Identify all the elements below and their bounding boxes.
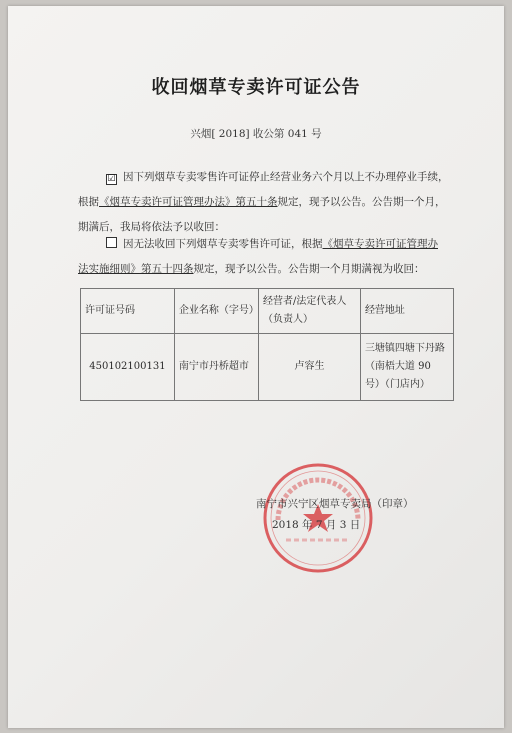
paragraph-1-suffix: 规定，现予以公告。公告期一个月， (277, 196, 446, 208)
cell-business-name: 南宁市丹桥超市 (174, 334, 258, 401)
header-license-number: 许可证号码 (81, 289, 175, 334)
paragraph-2-line-1 (78, 232, 458, 257)
page-title: 收回烟草专卖许可证公告 (151, 77, 361, 98)
header-business-name: 企业名称（字号） (174, 289, 258, 334)
license-table (80, 288, 454, 401)
notice-paragraph-1 (78, 165, 458, 240)
document-number: 兴烟[ 2018] 收公第 041 号 (190, 128, 322, 140)
notice-paragraph-2 (78, 232, 458, 282)
header-operator: 经营者/法定代表人（负责人） (259, 289, 361, 334)
paragraph-2-text: 因无法收回下列烟草专卖零售许可证，根据 (123, 238, 323, 250)
cell-address: 三塘镇四塘下丹路（南梧大道 90 号）（门店内） (360, 334, 453, 401)
checkbox-checked-icon: ☑ (107, 174, 116, 184)
header-address: 经营地址 (360, 289, 453, 334)
issue-date: 2018 年 7 月 3 日 (272, 519, 361, 531)
paragraph-1-text: 因下列烟草专卖零售许可证停止经营业务六个月以上不办理停业手续， (123, 171, 449, 183)
checkbox-empty-icon (106, 237, 117, 248)
paragraph-2-suffix: 规定，现予以公告。公告期一个月期满视为收回： (193, 263, 425, 275)
cell-license-number: 450102100131 (81, 334, 175, 401)
law-reference-1: 《烟草专卖许可证管理办法》第五十条 (99, 196, 278, 208)
paragraph-1-prefix: 根据 (78, 196, 99, 208)
cell-operator: 卢容生 (259, 334, 361, 401)
law-reference-2b: 法实施细则》第五十四条 (78, 263, 194, 275)
paragraph-1-line-2 (78, 190, 458, 215)
paragraph-1-line-1 (78, 165, 458, 190)
law-reference-2a: 《烟草专卖许可证管理办 (322, 238, 438, 250)
table-row (81, 334, 454, 401)
paragraph-1-line-3: 期满后，我局将依法予以收回： (78, 221, 225, 233)
paragraph-2-line-2 (78, 257, 458, 282)
issuer-signature: 南宁市兴宁区烟草专卖局（印章） (256, 498, 414, 510)
table-header-row (81, 289, 454, 334)
